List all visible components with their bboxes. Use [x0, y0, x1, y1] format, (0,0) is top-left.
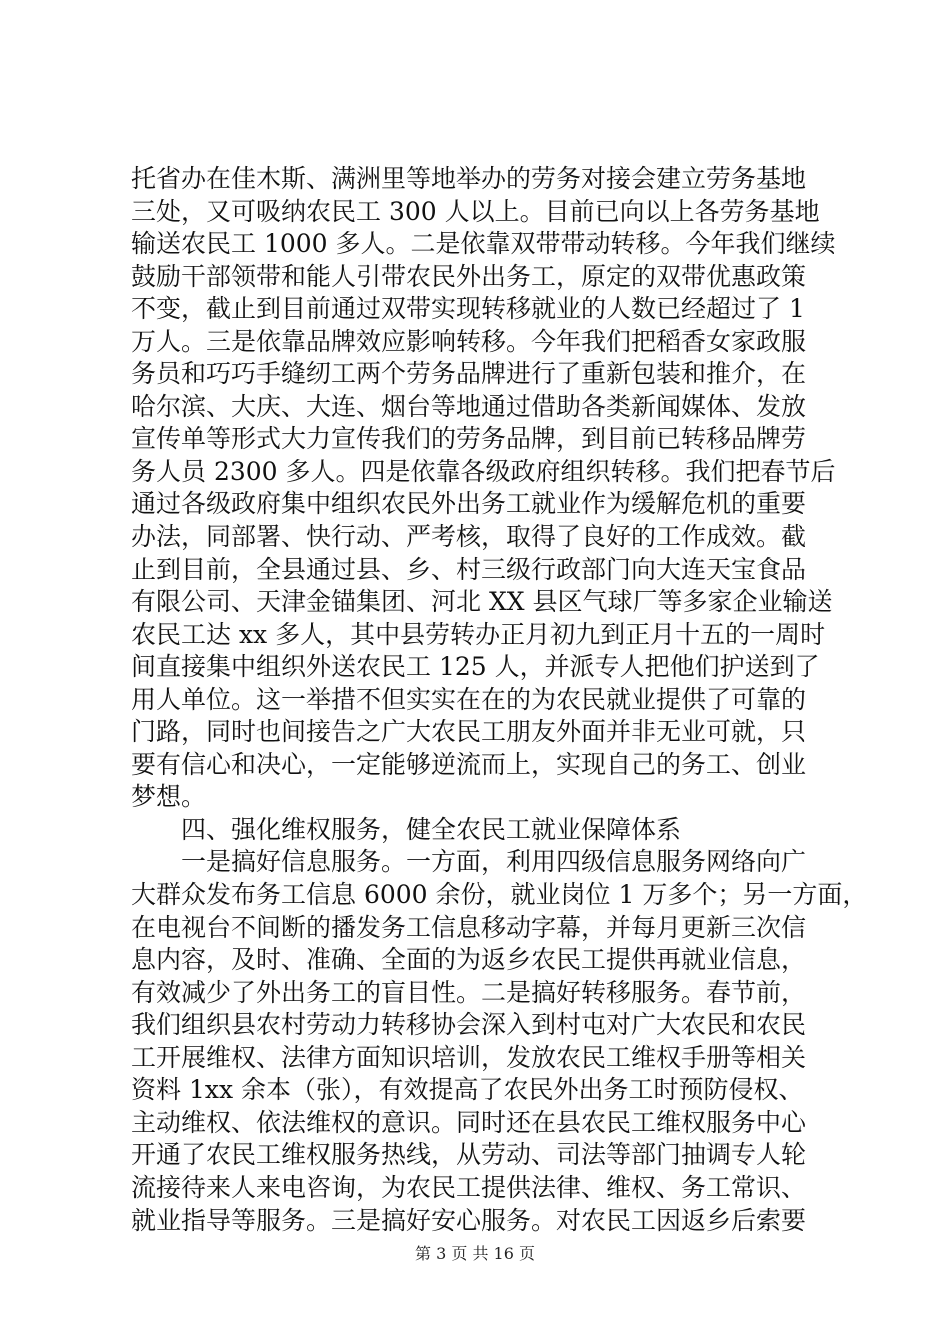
text-line: 有效减少了外出务工的盲目性。二是搞好转移服务。春节前，	[131, 977, 807, 1007]
text-line: 梦想。	[131, 782, 207, 812]
text-line: 鼓励干部领带和能人引带农民外出务工，原定的双带优惠政策	[131, 261, 807, 291]
text-line: 止到目前，全县通过县、乡、村三级行政部门向大连天宝食品	[131, 554, 807, 584]
text-line: 在电视台不间断的播发务工信息移动字幕，并每月更新三次信	[131, 912, 807, 942]
text-line: 开通了农民工维权服务热线，从劳动、司法等部门抽调专人轮	[131, 1140, 807, 1170]
text-line: 流接待来人来电咨询，为农民工提供法律、维权、务工常识、	[131, 1172, 807, 1202]
text-line: 一是搞好信息服务。一方面，利用四级信息服务网络向广	[131, 847, 807, 877]
text-line: 务员和巧巧手缝纫工两个劳务品牌进行了重新包装和推介，在	[131, 359, 807, 389]
text-line: 要有信心和决心，一定能够逆流而上，实现自己的务工、创业	[131, 749, 807, 779]
text-line: 主动维权、依法维权的意识。同时还在县农民工维权服务中心	[131, 1107, 807, 1137]
text-line: 农民工达 xx 多人，其中县劳转办正月初九到正月十五的一周时	[131, 619, 826, 649]
text-line: 三处，又可吸纳农民工 300 人以上。目前已向以上各劳务基地	[131, 196, 820, 226]
page-number-footer: 第 3 页 共 16 页	[415, 1244, 535, 1263]
text-line: 息内容，及时、准确、全面的为返乡农民工提供再就业信息，	[131, 945, 807, 975]
text-line: 工开展维权、法律方面知识培训，发放农民工维权手册等相关	[131, 1042, 807, 1072]
text-line: 托省办在佳木斯、满洲里等地举办的劳务对接会建立劳务基地	[131, 164, 807, 193]
text-line: 输送农民工 1000 多人。二是依靠双带带动转移。今年我们继续	[131, 229, 836, 259]
text-line: 资料 1xx 余本（张），有效提高了农民外出务工时预防侵权、	[131, 1075, 804, 1105]
text-line: 大群众发布务工信息 6000 余份，就业岗位 1 万多个；另一方面，	[131, 880, 868, 910]
text-line: 间直接集中组织外送农民工 125 人，并派专人把他们护送到了	[131, 652, 820, 682]
text-line: 通过各级政府集中组织农民外出务工就业作为缓解危机的重要	[131, 489, 807, 519]
text-line: 宣传单等形式大力宣传我们的劳务品牌，到目前已转移品牌劳	[131, 424, 807, 454]
text-line: 哈尔滨、大庆、大连、烟台等地通过借助各类新闻媒体、发放	[131, 391, 807, 421]
text-line: 不变，截止到目前通过双带实现转移就业的人数已经超过了 1	[131, 294, 805, 324]
text-line: 务人员 2300 多人。四是依靠各级政府组织转移。我们把春节后	[131, 456, 836, 486]
text-line: 办法，同部署、快行动、严考核，取得了良好的工作成效。截	[131, 522, 807, 552]
text-line: 万人。三是依靠品牌效应影响转移。今年我们把稻香女家政服	[131, 326, 807, 356]
text-line: 就业指导等服务。三是搞好安心服务。对农民工因返乡后索要	[131, 1205, 807, 1235]
text-line: 门路，同时也间接告之广大农民工朋友外面并非无业可就，只	[131, 717, 807, 747]
body-text	[131, 163, 868, 1237]
text-line: 用人单位。这一举措不但实实在在的为农民就业提供了可靠的	[131, 684, 807, 714]
section-heading: 四、强化维权服务，健全农民工就业保障体系	[131, 814, 682, 844]
text-line: 我们组织县农村劳动力转移协会深入到村屯对广大农民和农民	[131, 1010, 807, 1040]
text-line: 有限公司、天津金锚集团、河北 XX 县区气球厂等多家企业输送	[131, 587, 833, 617]
